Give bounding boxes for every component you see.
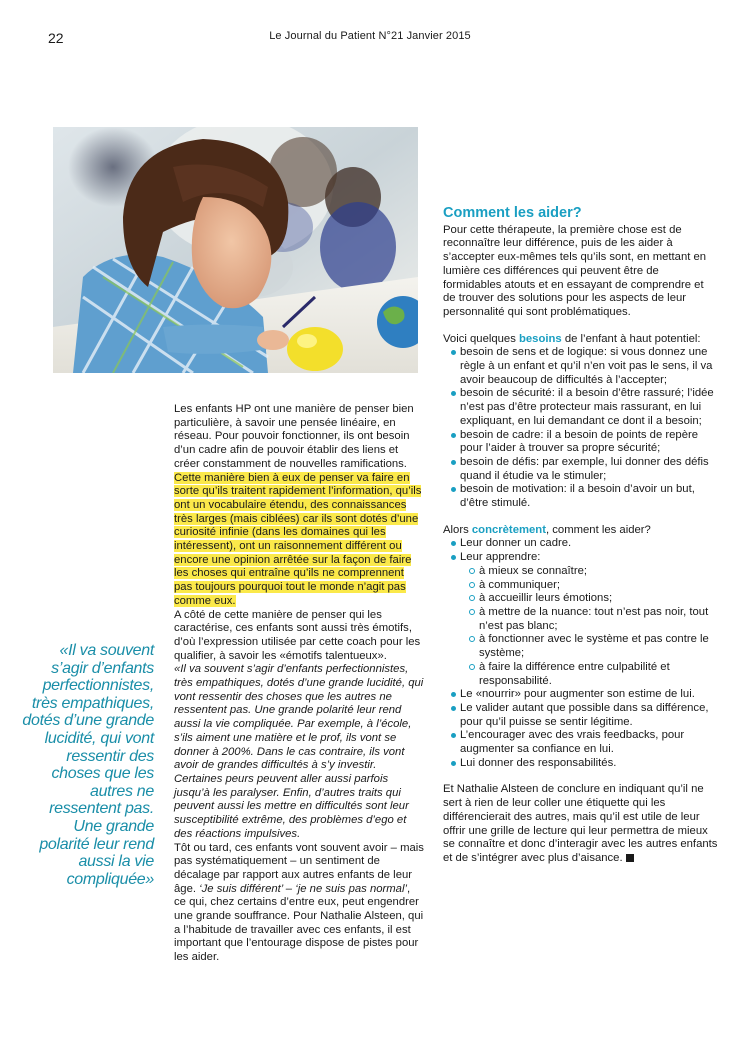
needs-lead <box>443 333 719 347</box>
list-item: besoin de sens et de logique: si vous donnez une règle à un enfant et qu’il n’en voit pas le sens, il va avoir beaucoup de difficultés à l’accepter; <box>451 346 719 387</box>
middle-column <box>174 403 424 965</box>
list-item: besoin de sécurité: il a besoin d’être rassuré; l’idée n’est pas d’être protecteur mais rassurant, en lui expliquant, en lui demandant ce dont il a besoin; <box>451 387 719 428</box>
pull-quote: «Il va souvent s’agir d’enfants perfectionnistes, très empathiques, dotés d’une grande lucidité, qui vont ressentir des choses que les autres ne ressentent pas. Une grande polarité leur rend aussi la vie compliquée» <box>22 642 154 888</box>
list-item: besoin de motivation: il a besoin d’avoir un but, d’être stimulé. <box>451 483 719 510</box>
list-item: besoin de cadre: il a besoin de points de repère pour l’aider à trouver sa propre sécurité; <box>451 429 719 456</box>
paragraph-conclusion <box>443 783 719 865</box>
right-column <box>443 207 719 866</box>
quoted-phrase: ‘Je suis différent’ – ‘je ne suis pas normal’ <box>199 882 407 895</box>
end-of-article-mark <box>626 854 634 862</box>
sub-list-item: à fonctionner avec le système et pas contre le système; <box>469 633 719 660</box>
conclusion-text: Et Nathalie Alsteen de conclure en indiquant qu’il ne sert à rien de leur coller une étiquette qui les différencierait des autres, mais qu’il est utile de leur offrir une grille de lecture qui leur permettra de mieux se connaître et donc d’interagir avec les autres enfants et de s’intégrer avec plus d’aisance. <box>443 783 718 864</box>
list-item: Lui donner des responsabilités. <box>451 757 719 771</box>
list-item: L’encourager avec des vrais feedbacks, pour augmenter sa confiance en lui. <box>451 729 719 756</box>
needs-list <box>443 346 719 510</box>
list-item <box>451 551 719 688</box>
list-item-text: Leur apprendre: <box>460 551 541 564</box>
needs-lead-text: de l’enfant à haut potentiel: <box>561 332 701 345</box>
sub-list-item: à faire la différence entre culpabilité et responsabilité. <box>469 661 719 688</box>
paragraph-emotions: A côté de cette manière de penser qui les caractérise, ces enfants sont aussi très émotifs, d’où l’expression utilisée par cette coach pour les qualifier, à savoir les «émotifs talentueux». <box>174 608 421 662</box>
sub-list-item: à mieux se connaître; <box>469 565 719 579</box>
list-item: besoin de défis: par exemple, lui donner des défis quand il étudie va le stimuler; <box>451 456 719 483</box>
page-number: 22 <box>48 30 64 46</box>
sub-list-item: à mettre de la nuance: tout n’est pas noir, tout n’est pas blanc; <box>469 606 719 633</box>
concrete-lead-text: Alors <box>443 523 472 536</box>
sub-list <box>460 565 719 688</box>
paragraph-text: Les enfants HP ont une manière de penser bien particulière, à savoir une pensée linéaire, en réseau. Pour pouvoir fonctionner, ils ont besoin d’un cadre afin de pouvoir établir des liens et créer constamment de nouvelles ramifications. <box>174 403 414 470</box>
concrete-keyword: concrètement <box>471 523 546 536</box>
paragraph-text: , ce qui, chez certains d’entre eux, peut engendrer une grande souffrance. Pour Nathalie Alsteen, qui a l’habitude de travailler avec ces enfants, il est important que l’entourage dispose de pistes pour les aider. <box>174 882 424 964</box>
paragraph-text: Tôt ou tard, ces enfants vont souvent avoir – mais pas systématiquement – un sentiment de décalage par rapport aux autres enfants de leur âge. <box>174 841 424 895</box>
paragraph-intro: Pour cette thérapeute, la première chose est de reconnaître leur différence, puis de les aider à s’accepter eux-mêmes tels qu’ils sont, en mettant en lumière ces différences qui peuvent être de formidables atouts et en essayant de comprendre et de trouver des solutions pour les aspects de leur personnalité qui sont problématiques. <box>443 223 707 318</box>
needs-lead-text: Voici quelques <box>443 332 519 345</box>
sub-list-item: à accueillir leurs émotions; <box>469 592 719 606</box>
running-header: Le Journal du Patient N°21 Janvier 2015 <box>269 30 471 42</box>
concrete-lead <box>443 524 719 538</box>
list-item: Le «nourrir» pour augmenter son estime de lui. <box>451 688 719 702</box>
article-photo <box>53 127 418 373</box>
concrete-lead-text: , comment les aider? <box>545 523 651 536</box>
list-item: Leur donner un cadre. <box>451 537 719 551</box>
highlighted-text: Cette manière bien à eux de penser va faire en sorte qu’ils traitent rapidement l’information, qu’ils ont un vocabulaire étendu, des connaissances très larges (mais ciblées) car ils sont dotés d’une curiosité infinie (dans les domaines qui les intéressent), ont un raisonnement différent ou encore une opinion arrêtée sur la façon de faire les choses qui entraîne qu’ils ne comprennent pas toujours pourquoi tout le monde n’agit pas comme eux. <box>174 471 422 607</box>
needs-keyword: besoins <box>519 332 562 345</box>
tips-list <box>443 537 719 770</box>
section-title: Comment les aider? <box>443 205 582 221</box>
sub-list-item: à communiquer; <box>469 579 719 593</box>
paragraph-quote: «Il va souvent s’agir d’enfants perfectionnistes, très empathiques, dotés d’une grande lucidité, qui vont ressentir des choses que les autres ne ressentent pas. Une grande polarité leur rend aussi la vie compliquée. Par exemple, à l’école, s’ils aiment une matière et le prof, ils vont se donner à 200%. Dans le cas contraire, ils vont avoir de grandes difficultés à s’y investir. Certaines peurs peuvent aller aussi parfois jusqu’à les paralyser. Enfin, d’autres traits qui peuvent aussi les mettre en difficultés sont leur susceptibilité extrême, des problèmes d’ego et des réactions impulsives. <box>174 663 424 840</box>
paragraph-thinking <box>174 403 424 609</box>
paragraph-difference <box>174 842 424 965</box>
list-item: Le valider autant que possible dans sa différence, pour qu’il puisse se sentir légitime. <box>451 702 719 729</box>
